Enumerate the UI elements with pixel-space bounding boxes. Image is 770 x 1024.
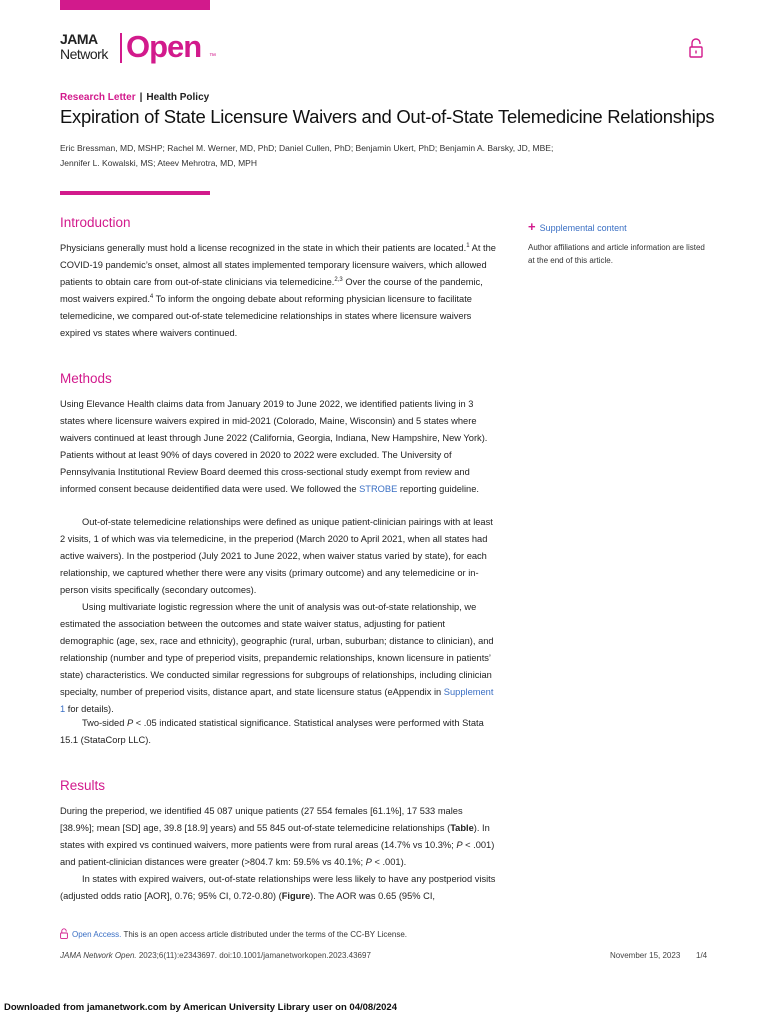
- article-title: Expiration of State Licensure Waivers and Out-of-State Telemedicine Relationships: [60, 106, 715, 127]
- article-section: Health Policy: [146, 92, 210, 103]
- methods-paragraph-2: Out-of-state telemedicine relationships were defined as unique patient-clinician pairings with at least 2 visits, 1 of which was via telemedicine, in the preperiod (March 2020 to April 2021, when all states had active waivers). In the postperiod (July 2021 to June 2022, when waiver status varied by state), for each relationship, we captured whether there were any visits (primary outcome) and any telemedicine or in-person visits specifically (secondary outcomes).: [60, 517, 493, 595]
- results-paragraph-2: In states with expired waivers, out-of-state relationships were less likely to have any postperiod visits (adjusted odds ratio [AOR], 0.76; 95% CI, 0.72-0.80) (Figure). The AOR was 0.65 (95% CI,: [60, 874, 496, 901]
- plus-icon: +: [528, 219, 536, 234]
- article-type[interactable]: Research Letter: [60, 92, 136, 103]
- methods-paragraph-3: Using multivariate logistic regression where the unit of analysis was out-of-state relationship, we estimated the association between the outcomes and state waiver status, adjusting for patient demographic (age, sex, race and ethnicity), geographic (rural, urban, suburban; distance to clinician), and relationship (number and type of preperiod visits, prepandemic relationships, known licensure in patients’ state) characteristics. We conducted similar regressions for subgroups of relationships, including clinician specialty, number of preperiod visits, distance apart, and state licensure status (eAppendix in Supplement 1 for details).: [60, 602, 494, 714]
- logo-open: Open: [126, 29, 202, 64]
- logo-network: Network: [60, 46, 108, 62]
- results-heading: Results: [60, 778, 106, 793]
- supplemental-content-link[interactable]: [528, 219, 627, 234]
- strobe-link[interactable]: STROBE: [359, 484, 398, 494]
- kicker-separator: |: [139, 92, 143, 103]
- reference-4[interactable]: 4: [149, 293, 154, 300]
- page-number: 1/4: [696, 951, 708, 960]
- citation-text: 2023;6(11):e2343697. doi:10.1001/jamanetworkopen.2023.43697: [136, 951, 371, 960]
- table-reference[interactable]: Table: [450, 823, 474, 833]
- citation-line: [60, 951, 371, 960]
- logo-trademark: ™: [209, 53, 216, 60]
- results-paragraph-1: During the preperiod, we identified 45 087 unique patients (27 554 females [61.1%], 17 533 males [38.9%]; mean [SD] age, 39.8 [18.9] years) and 55 845 out-of-state telemedicine relationships (Table). In states with expired vs continued waivers, more patients were from rural areas (14.7% vs 10.3%; P < .001) and patient-clinician distances were greater (>804.7 km: 59.5% vs 40.1%; P < .001).: [60, 806, 495, 867]
- logo-divider: [120, 33, 122, 63]
- figure-reference[interactable]: Figure: [281, 891, 311, 901]
- author-list: Eric Bressman, MD, MSHP; Rachel M. Werner, MD, PhD; Daniel Cullen, PhD; Benjamin Ukert, PhD; Benjamin A. Barsky, JD, MBE; Jennifer L. Kowalski, MS; Ateev Mehrotra, MD, MPH: [60, 143, 554, 168]
- supplemental-content-label: Supplemental content: [539, 223, 627, 233]
- publication-date: November 15, 2023: [610, 951, 681, 960]
- introduction-paragraph: Physicians generally must hold a license recognized in the state in which their patients are located.$^1$ At the COVID-19 pandemic’s onset, almost all states implemented temporary licensure waivers, which allowed patients to obtain care from out-of-state clinicians via telemedicine.$^{2,3}$ Over the course of the pandemic, most waivers expired.$^4$ To inform the ongoing debate about reforming physician licensure to facilitate telemedicine, we compared out-of-state telemedicine relationships in states where licensure waivers expired vs states where waivers continued.: [60, 242, 496, 338]
- open-lock-icon: [60, 928, 68, 939]
- supplement-1-link[interactable]: Supplement 1: [60, 687, 494, 714]
- introduction-heading: Introduction: [60, 215, 131, 230]
- methods-paragraph-4: Two-sided P < .05 indicated statistical significance. Statistical analyses were performed with Stata 15.1 (StataCorp LLC).: [60, 718, 484, 745]
- author-info-note: Author affiliations and article information are listed at the end of this article.: [528, 243, 705, 265]
- methods-paragraph-1: Using Elevance Health claims data from January 2019 to June 2022, we identified patients living in 3 states where licensure waivers expired in mid-2021 (Colorado, Maine, Wisconsin) and 5 states where waivers continued at least through June 2022 (California, Georgia, Indiana, New Hampshire, New York). Patients without at least 90% of days covered in 2020 to 2022 were excluded. The University of Pennsylvania Institutional Review Board deemed this cross-sectional study exempt from review and informed consent because deidentified data were used. We followed the STROBE reporting guideline.: [60, 399, 488, 494]
- open-access-text: This is an open access article distributed under the terms of the CC-BY License.: [121, 930, 407, 939]
- journal-name: JAMA Network Open.: [60, 951, 137, 960]
- top-accent-bar: [60, 0, 210, 10]
- methods-heading: Methods: [60, 371, 112, 386]
- header-divider: [60, 191, 210, 195]
- open-access-label[interactable]: Open Access.: [72, 930, 122, 939]
- download-notice: Downloaded from jamanetwork.com by American University Library user on 04/08/2024: [4, 1002, 397, 1013]
- reference-1[interactable]: 1: [466, 242, 470, 249]
- open-lock-icon: [689, 38, 703, 58]
- reference-2-3[interactable]: 2,3: [334, 276, 343, 283]
- article-kicker: [60, 92, 209, 103]
- open-access-notice: [60, 928, 407, 939]
- logo-jama: JAMA: [60, 31, 98, 47]
